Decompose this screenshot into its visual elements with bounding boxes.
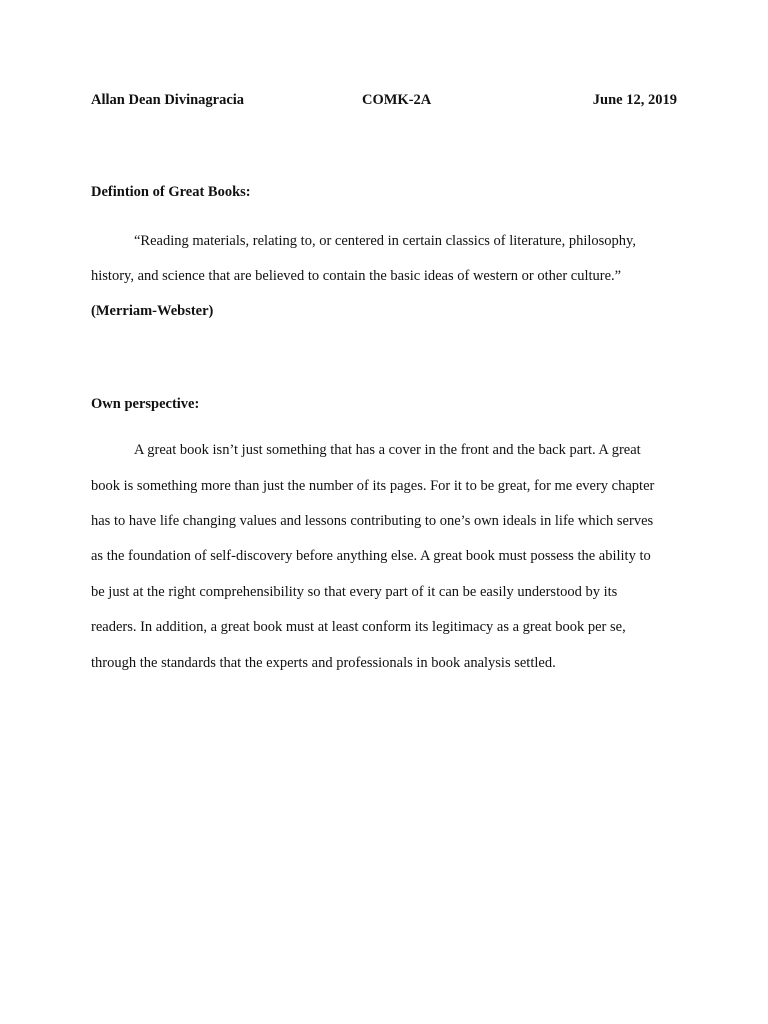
- definition-source: (Merriam-Webster): [91, 303, 214, 319]
- course-code: COMK-2A: [362, 92, 432, 108]
- perspective-line: through the standards that the experts and professionals in book analysis settled.: [91, 655, 556, 671]
- perspective-line: as the foundation of self-discovery before anything else. A great book must possess the ability to: [91, 548, 651, 564]
- document-date: June 12, 2019: [592, 92, 677, 108]
- author-name: Allan Dean Divinagracia: [91, 92, 245, 108]
- document-header: [91, 92, 677, 112]
- perspective-heading: Own perspective:: [91, 396, 200, 412]
- perspective-line: readers. In addition, a great book must at least conform its legitimacy as a great book per se,: [91, 619, 626, 635]
- definition-quote-line: history, and science that are believed to contain the basic ideas of western or other culture.”: [91, 268, 622, 284]
- perspective-line: A great book isn’t just something that has a cover in the front and the back part. A great: [134, 442, 641, 458]
- definition-heading: Defintion of Great Books:: [91, 184, 251, 200]
- perspective-line: be just at the right comprehensibility so that every part of it can be easily understood by its: [91, 584, 618, 600]
- perspective-line: book is something more than just the number of its pages. For it to be great, for me every chapter: [91, 478, 655, 494]
- definition-quote-line: “Reading materials, relating to, or centered in certain classics of literature, philosophy,: [134, 233, 636, 249]
- perspective-line: has to have life changing values and lessons contributing to one’s own ideals in life which serves: [91, 513, 654, 529]
